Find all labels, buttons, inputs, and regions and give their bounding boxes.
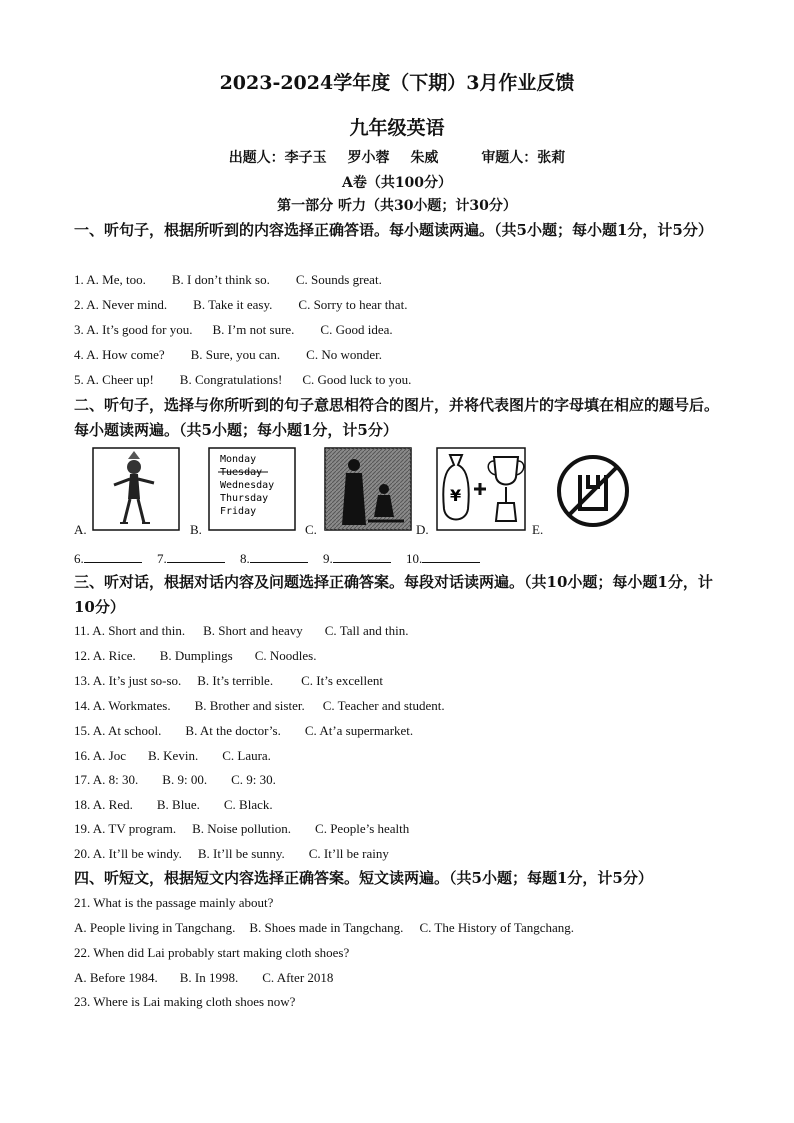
blank-6[interactable] xyxy=(84,550,142,563)
option-c: C. It’ll be rainy xyxy=(308,846,389,861)
question-22-stem: 22. When did Lai probably start making cloth shoes? xyxy=(74,945,350,960)
option-a: 13. A. It’s just so-so. xyxy=(74,673,182,688)
section-1-heading: 一、听句子，根据所听到的内容选择正确答语。每小题读两遍。（共5小题；每小题1分，计5分） xyxy=(74,221,713,239)
day-3: Wednesday xyxy=(220,480,275,491)
option-a: 11. A. Short and thin. xyxy=(74,623,186,638)
section-4-heading: 四、听短文，根据短文内容选择正确答案。短文读两遍。（共5小题；每题1分，计5分） xyxy=(74,869,653,887)
picture-b-label: B. xyxy=(190,522,202,537)
option-b: B. It’ll be sunny. xyxy=(197,846,285,861)
option-a: 5. A. Cheer up! xyxy=(74,372,154,387)
yen-symbol: ¥ xyxy=(450,486,462,505)
option-b: B. Congratulations! xyxy=(179,372,283,387)
blank-8-label: 8. xyxy=(240,551,250,566)
option-b: B. Dumplings xyxy=(159,648,233,663)
question-21-options xyxy=(74,920,574,936)
question-13 xyxy=(74,673,383,689)
question-3 xyxy=(74,322,393,338)
option-b: B. Brother and sister. xyxy=(194,698,305,713)
day-4: Thursday xyxy=(220,493,269,504)
option-b: B. I’m not sure. xyxy=(212,322,295,337)
exam-subtitle: 九年级英语 xyxy=(349,117,445,139)
option-b: B. Kevin. xyxy=(148,748,199,763)
option-a: A. People living in Tangchang. xyxy=(74,920,236,935)
option-c: C. The History of Tangchang. xyxy=(419,920,575,935)
option-a: 17. A. 8: 30. xyxy=(74,772,139,787)
blank-6-label: 6. xyxy=(74,551,84,566)
option-a: 18. A. Red. xyxy=(74,797,133,812)
option-c: C. Good idea. xyxy=(320,322,393,337)
question-16 xyxy=(74,748,271,764)
option-c: C. People’s health xyxy=(315,821,410,836)
blank-7[interactable] xyxy=(167,550,225,563)
exam-setters xyxy=(0,147,794,167)
picture-a-dancer xyxy=(92,447,180,531)
answer-blanks xyxy=(74,550,492,567)
option-c: C. Laura. xyxy=(222,748,271,763)
exam-title: 2023-2024学年度（下期）3月作业反馈 xyxy=(219,72,575,94)
setter-3: 朱威 xyxy=(410,150,439,166)
blank-10[interactable] xyxy=(422,550,480,563)
part-heading: 第一部分 听力（共30小题；计30分） xyxy=(277,198,517,214)
option-b: B. Shoes made in Tangchang. xyxy=(249,920,404,935)
option-c: C. Teacher and student. xyxy=(322,698,445,713)
picture-e-label: E. xyxy=(532,522,544,537)
picture-d-label: D. xyxy=(416,522,429,537)
option-a: 3. A. It’s good for you. xyxy=(74,322,193,337)
option-a: 19. A. TV program. xyxy=(74,821,177,836)
reviewer: 审题人：张莉 xyxy=(481,150,566,166)
option-a: 20. A. It’ll be windy. xyxy=(74,846,182,861)
option-c: C. Black. xyxy=(223,797,273,812)
question-23-stem: 23. Where is Lai making cloth shoes now? xyxy=(74,994,296,1009)
setter-1: 出题人：李子玉 xyxy=(228,150,327,166)
option-b: B. In 1998. xyxy=(179,970,239,985)
option-b: B. Blue. xyxy=(156,797,200,812)
option-c: C. No wonder. xyxy=(306,347,383,362)
question-5 xyxy=(74,372,411,388)
option-b: B. At the doctor’s. xyxy=(185,723,281,738)
option-a: A. Before 1984. xyxy=(74,970,158,985)
picture-a-label: A. xyxy=(74,522,87,537)
question-22-options xyxy=(74,970,333,986)
question-11 xyxy=(74,623,408,639)
option-c: C. At’a supermarket. xyxy=(304,723,414,738)
question-14 xyxy=(74,698,445,714)
option-a: 1. A. Me, too. xyxy=(74,272,146,287)
option-a: 4. A. How come? xyxy=(74,347,165,362)
option-a: 12. A. Rice. xyxy=(74,648,136,663)
option-b: B. Sure, you can. xyxy=(190,347,281,362)
option-c: C. 9: 30. xyxy=(231,772,276,787)
option-a: 2. A. Never mind. xyxy=(74,297,168,312)
option-b: B. Take it easy. xyxy=(193,297,273,312)
question-12 xyxy=(74,648,316,664)
picture-d-money-trophy xyxy=(436,447,526,531)
option-b: B. Short and heavy xyxy=(203,623,303,638)
option-c: C. It’s excellent xyxy=(301,673,384,688)
picture-c-people xyxy=(324,447,412,531)
day-1: Monday xyxy=(220,454,257,465)
blank-7-label: 7. xyxy=(157,551,167,566)
option-c: C. Noodles. xyxy=(254,648,317,663)
blank-10-label: 10. xyxy=(406,551,423,566)
option-a: 14. A. Workmates. xyxy=(74,698,171,713)
blank-9-label: 9. xyxy=(323,551,333,566)
blank-9[interactable] xyxy=(333,550,391,563)
section-3-heading: 三、听对话，根据对话内容及问题选择正确答案。每段对话读两遍。（共10小题；每小题1分，计10分） xyxy=(74,573,713,616)
option-c: C. Sounds great. xyxy=(295,272,382,287)
question-21-stem: 21. What is the passage mainly about? xyxy=(74,895,274,910)
option-c: C. After 2018 xyxy=(262,970,334,985)
option-b: B. It’s terrible. xyxy=(197,673,274,688)
volume-heading: A卷（共100分） xyxy=(341,175,453,191)
picture-b-weekdays xyxy=(208,447,296,531)
day-2: Tuesday xyxy=(220,467,263,478)
blank-8[interactable] xyxy=(250,550,308,563)
day-5: Friday xyxy=(220,506,257,517)
setter-2: 罗小蓉 xyxy=(347,150,390,166)
question-18 xyxy=(74,797,273,813)
option-a: 15. A. At school. xyxy=(74,723,162,738)
question-2 xyxy=(74,297,407,313)
picture-e-no-plastic-bag xyxy=(550,447,636,531)
option-c: C. Sorry to hear that. xyxy=(298,297,408,312)
option-c: C. Tall and thin. xyxy=(324,623,409,638)
option-c: C. Good luck to you. xyxy=(302,372,412,387)
question-1 xyxy=(74,272,382,288)
section-2-heading: 二、听句子，选择与你所听到的句子意思相符合的图片，并将代表图片的字母填在相应的题号后。每小题读两遍。（共5小题；每小题1分，计5分） xyxy=(74,396,720,439)
question-15 xyxy=(74,723,413,739)
option-a: 16. A. Joc xyxy=(74,748,126,763)
option-b: B. I don’t think so. xyxy=(171,272,270,287)
question-4 xyxy=(74,347,382,363)
picture-c-label: C. xyxy=(305,522,317,537)
option-b: B. Noise pollution. xyxy=(192,821,292,836)
question-20 xyxy=(74,846,389,862)
option-b: B. 9: 00. xyxy=(162,772,208,787)
question-19 xyxy=(74,821,409,837)
question-17 xyxy=(74,772,276,788)
